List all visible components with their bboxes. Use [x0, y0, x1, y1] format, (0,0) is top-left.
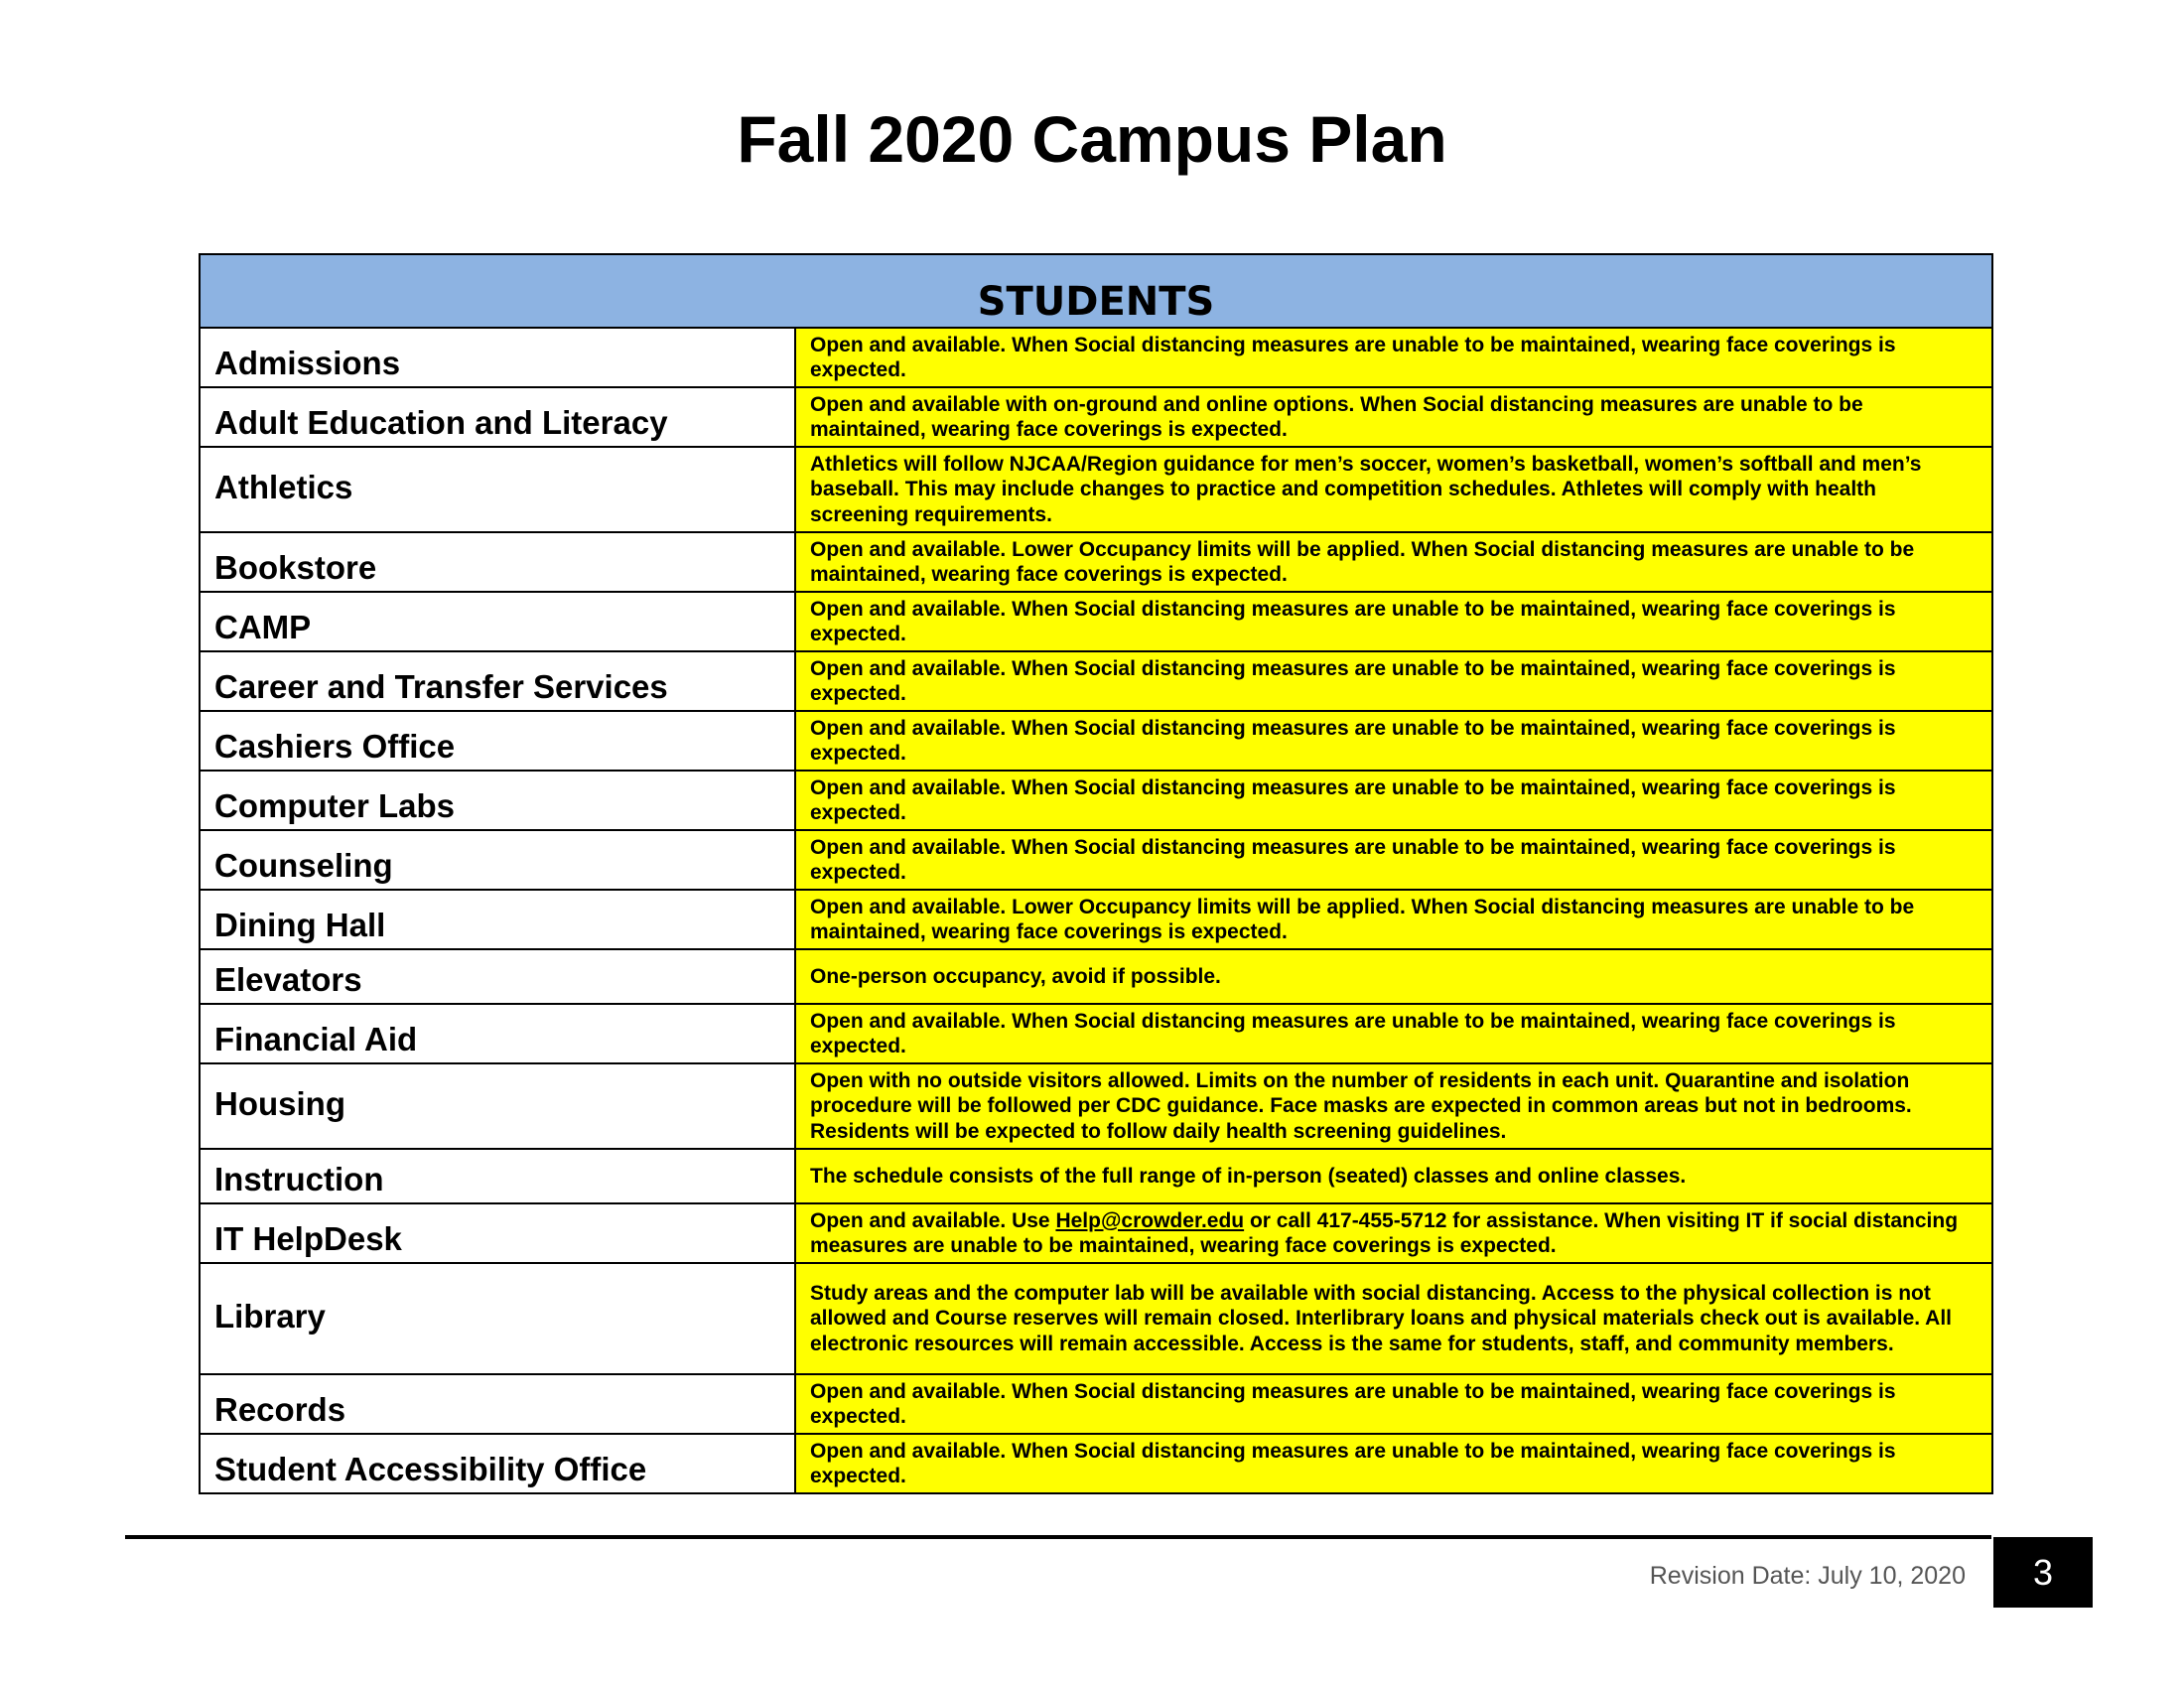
table-row	[200, 1004, 1992, 1063]
table-row	[200, 771, 1992, 830]
department-name: Records	[200, 1374, 795, 1434]
department-name: Student Accessibility Office	[200, 1434, 795, 1493]
table-row	[200, 1263, 1992, 1374]
table-row	[200, 651, 1992, 711]
department-name: Library	[200, 1263, 795, 1374]
department-name: IT HelpDesk	[200, 1203, 795, 1263]
department-status	[795, 1203, 1992, 1263]
department-status: Open and available. When Social distancing measures are unable to be maintained, wearing face coverings is expected.	[795, 651, 1992, 711]
helpdesk-email-link[interactable]: Help@crowder.edu	[1055, 1208, 1245, 1232]
table-row	[200, 949, 1992, 1004]
table-row	[200, 890, 1992, 949]
table-row	[200, 830, 1992, 890]
status-text: Open and available. Use	[810, 1208, 1056, 1232]
table-row	[200, 1149, 1992, 1203]
department-status: Open and available. When Social distancing measures are unable to be maintained, wearing face coverings is expected.	[795, 830, 1992, 890]
status-text: or call 417-455-5712 for assistance. When visiting IT if social distancing measures are unable to be maintained, wearing face coverings is expected.	[810, 1208, 1959, 1257]
department-status: Athletics will follow NJCAA/Region guidance for men’s soccer, women’s basketball, women’s softball and men’s baseball. This may include changes to practice and competition schedules. Athletes will comply with health screening requirements.	[795, 447, 1992, 532]
department-name: Financial Aid	[200, 1004, 795, 1063]
table-row	[200, 1203, 1992, 1263]
department-name: Housing	[200, 1063, 795, 1149]
table-row	[200, 1434, 1992, 1493]
section-header: STUDENTS	[200, 254, 1992, 328]
table-row	[200, 711, 1992, 771]
department-status: One-person occupancy, avoid if possible.	[795, 949, 1992, 1004]
page-title: Fall 2020 Campus Plan	[737, 102, 1447, 176]
footer-divider	[125, 1535, 1991, 1539]
department-name: Instruction	[200, 1149, 795, 1203]
department-status: The schedule consists of the full range of in-person (seated) classes and online classes.	[795, 1149, 1992, 1203]
revision-date: Revision Date: July 10, 2020	[1649, 1562, 1966, 1590]
department-name: Dining Hall	[200, 890, 795, 949]
department-status: Open and available. When Social distancing measures are unable to be maintained, wearing face coverings is expected.	[795, 1434, 1992, 1493]
department-name: Adult Education and Literacy	[200, 387, 795, 447]
department-name: CAMP	[200, 592, 795, 651]
department-status: Open with no outside visitors allowed. Limits on the number of residents in each unit. Quarantine and isolation procedure will be followed per CDC guidance. Face masks are expected in common areas but not in bedrooms. Residents will be expected to follow daily health screening guidelines.	[795, 1063, 1992, 1149]
department-name: Athletics	[200, 447, 795, 532]
department-status: Open and available. Lower Occupancy limits will be applied. When Social distancing measures are unable to be maintained, wearing face coverings is expected.	[795, 532, 1992, 592]
department-name: Elevators	[200, 949, 795, 1004]
page-number: 3	[1993, 1537, 2093, 1608]
department-status: Open and available. When Social distancing measures are unable to be maintained, wearing face coverings is expected.	[795, 328, 1992, 387]
table-row	[200, 328, 1992, 387]
department-status: Open and available. When Social distancing measures are unable to be maintained, wearing face coverings is expected.	[795, 592, 1992, 651]
department-status: Open and available. Lower Occupancy limits will be applied. When Social distancing measures are unable to be maintained, wearing face coverings is expected.	[795, 890, 1992, 949]
section-header-row	[200, 254, 1992, 328]
department-status: Open and available with on-ground and online options. When Social distancing measures are unable to be maintained, wearing face coverings is expected.	[795, 387, 1992, 447]
department-name: Bookstore	[200, 532, 795, 592]
department-status: Open and available. When Social distancing measures are unable to be maintained, wearing face coverings is expected.	[795, 1004, 1992, 1063]
department-status: Open and available. When Social distancing measures are unable to be maintained, wearing face coverings is expected.	[795, 1374, 1992, 1434]
campus-plan-table	[199, 253, 1993, 1494]
department-status: Study areas and the computer lab will be available with social distancing. Access to the physical collection is not allowed and Course reserves will remain closed. Interlibrary loans and physical materials check out is available. All electronic resources will remain accessible. Access is the same for students, staff, and community members.	[795, 1263, 1992, 1374]
table-row	[200, 387, 1992, 447]
table-row	[200, 1374, 1992, 1434]
table-row	[200, 447, 1992, 532]
department-name: Cashiers Office	[200, 711, 795, 771]
table-row	[200, 1063, 1992, 1149]
department-name: Career and Transfer Services	[200, 651, 795, 711]
department-name: Admissions	[200, 328, 795, 387]
table-row	[200, 592, 1992, 651]
table-row	[200, 532, 1992, 592]
department-name: Counseling	[200, 830, 795, 890]
department-status: Open and available. When Social distancing measures are unable to be maintained, wearing face coverings is expected.	[795, 771, 1992, 830]
department-status: Open and available. When Social distancing measures are unable to be maintained, wearing face coverings is expected.	[795, 711, 1992, 771]
department-name: Computer Labs	[200, 771, 795, 830]
